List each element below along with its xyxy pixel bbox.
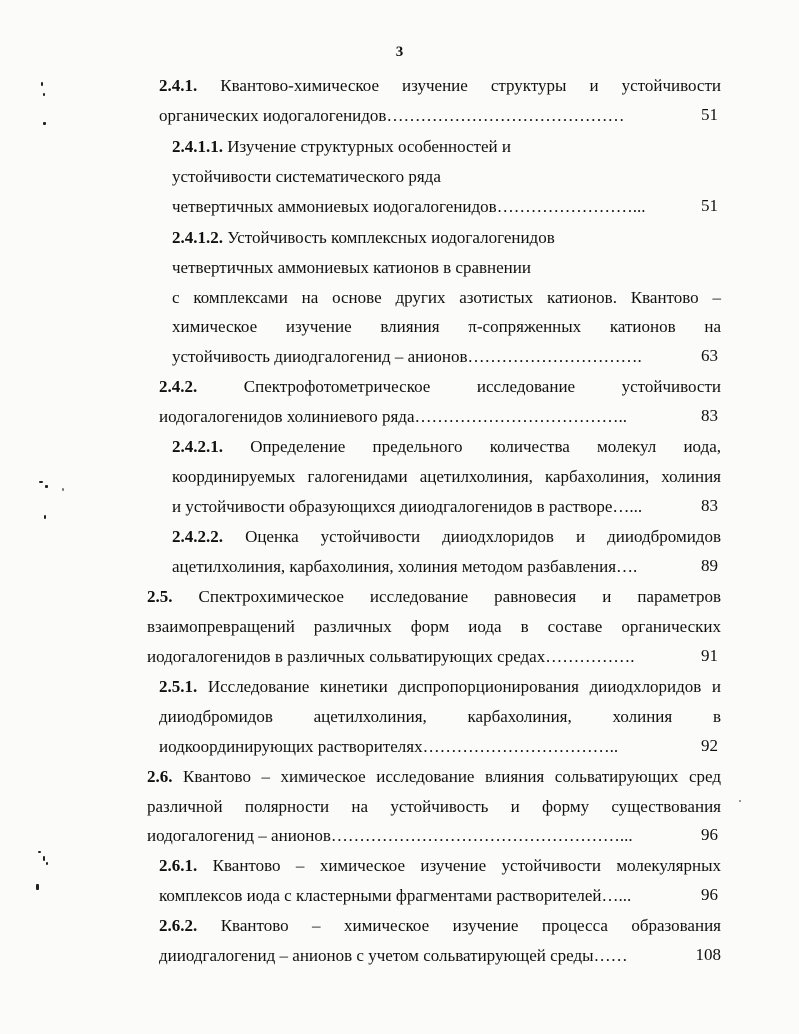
toc-title: Квантово – химическое изучение устойчивости молекулярных bbox=[212, 856, 721, 875]
scan-speck bbox=[41, 82, 43, 86]
toc-line bbox=[159, 915, 721, 937]
toc-line: химическое изучение влияния π-сопряженных катионов на bbox=[172, 317, 721, 336]
toc-line: координируемых галогенидами ацетилхолиния, карбахолиния, холиния bbox=[172, 467, 721, 486]
toc-number: 2.4.1.1. bbox=[172, 137, 223, 156]
toc-line: четвертичных аммониевых катионов в сравнении bbox=[172, 258, 531, 277]
toc-number: 2.5. bbox=[147, 587, 173, 606]
toc-number: 2.4.1.2. bbox=[172, 228, 223, 247]
toc-page: 51 bbox=[701, 196, 718, 215]
toc-line bbox=[172, 526, 721, 548]
toc-line: с комплексами на основе других азотистых катионов. Квантово – bbox=[172, 288, 721, 307]
toc-line bbox=[159, 676, 721, 698]
toc-number: 2.6. bbox=[147, 767, 173, 786]
scan-speck bbox=[43, 93, 45, 96]
scan-speck bbox=[39, 481, 43, 483]
toc-page: 96 bbox=[701, 885, 718, 904]
toc-page: 89 bbox=[701, 556, 718, 575]
toc-page: 92 bbox=[701, 736, 718, 755]
toc-title: Квантово – химическое изучение процесса образования bbox=[220, 916, 721, 935]
toc-line: иодогалогенид – анионов……………………………………………... bbox=[147, 826, 633, 845]
toc-line: органических иодогалогенидов…………………………………… bbox=[159, 106, 625, 125]
toc-line: взаимопревращений различных форм иода в составе органических bbox=[147, 617, 721, 636]
toc-page: 83 bbox=[701, 496, 718, 515]
toc-line bbox=[147, 766, 721, 788]
toc-number: 2.6.1. bbox=[159, 856, 198, 875]
toc-page: 83 bbox=[701, 406, 718, 425]
toc-page: 63 bbox=[701, 346, 718, 365]
toc-title: Изучение структурных особенностей и bbox=[227, 137, 511, 156]
toc-line: устойчивость дииодгалогенид – анионов…………………………. bbox=[172, 347, 642, 366]
toc-title: Определение предельного количества молекул иода, bbox=[250, 437, 722, 456]
toc-line: ацетилхолиния, карбахолиния, холиния методом разбавления…. bbox=[172, 557, 638, 576]
page-number: 3 bbox=[395, 44, 404, 60]
toc-line bbox=[159, 376, 721, 398]
toc-title: Спектрохимическое исследование равновесия и параметров bbox=[198, 587, 721, 606]
toc-title: Оценка устойчивости дииодхлоридов и дииодбромидов bbox=[245, 527, 721, 546]
toc-line: и устойчивости образующихся дииодгалогенидов в растворе…... bbox=[172, 497, 643, 516]
toc-line bbox=[147, 586, 721, 608]
toc-number: 2.5.1. bbox=[159, 677, 198, 696]
toc-line: иодогалогенидов холиниевого ряда……………………………….. bbox=[159, 407, 627, 426]
toc-title: Квантово-химическое изучение структуры и устойчивости bbox=[220, 76, 722, 95]
scan-speck bbox=[45, 485, 48, 488]
toc-number: 2.4.2.2. bbox=[172, 527, 223, 546]
toc-title: Исследование кинетики диспропорционирования дииодхлоридов и bbox=[207, 677, 721, 696]
toc-line bbox=[172, 136, 511, 158]
toc-title: Устойчивость комплексных иодогалогенидов bbox=[227, 228, 555, 247]
toc-number: 2.6.2. bbox=[159, 916, 198, 935]
toc-number: 2.4.2.1. bbox=[172, 437, 223, 456]
toc-line bbox=[159, 855, 721, 877]
scan-speck bbox=[739, 800, 741, 802]
toc-line bbox=[159, 75, 721, 97]
toc-line: комплексов иода с кластерными фрагментами растворителей…... bbox=[159, 886, 632, 905]
toc-line bbox=[172, 227, 555, 249]
toc-line: иодкоординирующих растворителях…………………………….. bbox=[159, 737, 619, 756]
toc-page: 51 bbox=[701, 105, 718, 124]
scan-speck bbox=[46, 862, 48, 865]
toc-line bbox=[172, 436, 721, 458]
toc-line: иодогалогенидов в различных сольватирующих средах……………. bbox=[147, 647, 635, 666]
toc-page: 91 bbox=[701, 646, 718, 665]
toc-title: Квантово – химическое исследование влияния сольватирующих сред bbox=[183, 767, 721, 786]
toc-page: 108 bbox=[695, 945, 721, 964]
toc-title: Спектрофотометрическое исследование устойчивости bbox=[243, 377, 721, 396]
scan-speck bbox=[43, 122, 46, 125]
scan-speck bbox=[62, 488, 64, 491]
toc-line: устойчивости систематического ряда bbox=[172, 167, 441, 186]
toc-line: дииодбромидов ацетилхолиния, карбахолиния, холиния в bbox=[159, 707, 721, 726]
toc-number: 2.4.1. bbox=[159, 76, 198, 95]
toc-line: четвертичных аммониевых иодогалогенидов……………………... bbox=[172, 197, 646, 216]
scan-speck bbox=[44, 515, 46, 519]
toc-number: 2.4.2. bbox=[159, 377, 198, 396]
toc-line: дииодгалогенид – анионов с учетом сольватирующей среды…… bbox=[159, 946, 628, 965]
scan-speck bbox=[43, 856, 45, 861]
scan-speck bbox=[36, 884, 39, 890]
scan-speck bbox=[38, 851, 41, 853]
toc-page: 96 bbox=[701, 825, 718, 844]
toc-line: различной полярности на устойчивость и форму существования bbox=[147, 797, 721, 816]
